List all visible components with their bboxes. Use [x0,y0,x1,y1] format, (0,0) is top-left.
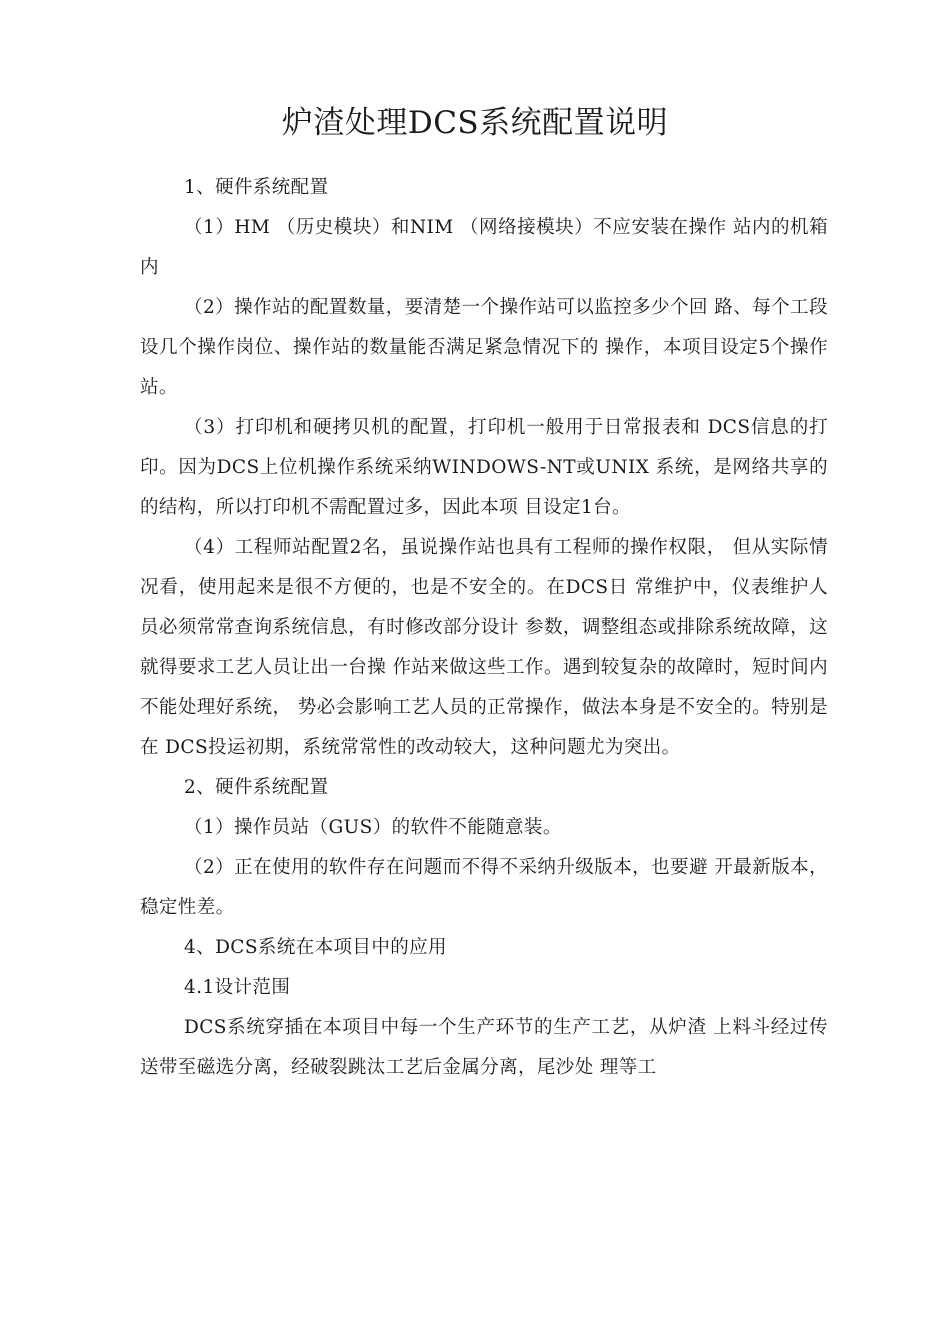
paragraph-gus-software: （1）操作员站（GUS）的软件不能随意装。 [184,817,562,838]
paragraph-operator-stations: （2）操作站的配置数量，要清楚一个操作站可以监控多少个回 路、每个工段设几个操作岗位、操作站的数量能否满足紧急情况下的 操作，本项目设定5个操作站。 [140,297,828,398]
document-title: 炉渣处理DCS系统配置说明 [281,105,669,141]
paragraph-engineer-stations: （4）工程师站配置2名，虽说操作站也具有工程师的操作权限， 但从实际情况看，使用起来是很不方便的，也是不安全的。在DCS日 常维护中，仪表维护人员必须常常查询系统信息，有时修改部分设计 参数，调整组态或排除系统故障，这就得要求工艺人员让出一台操 作站来做这些工作。遇到较复杂的故障时，短时间内不能处理好系统， 势必会影响工艺人员的正常操作，做法本身是不安全的。特别是在 DCS投运初期，系统常常性的改动较大，这种问题尤为突出。 [140,537,828,758]
section-heading-hardware: 1、硬件系统配置 [184,177,329,198]
section-heading-hardware-2: 2、硬件系统配置 [184,777,329,798]
paragraph-hm-nim: （1）HM （历史模块）和NIM （网络接模块）不应安装在操作 站内的机箱内 [140,217,828,278]
section-heading-application: 4、DCS系统在本项目中的应用 [184,937,447,958]
paragraph-software-upgrade: （2）正在使用的软件存在问题而不得不采纳升级版本，也要避 开最新版本，稳定性差。 [140,857,828,918]
document-body [140,168,828,1088]
subsection-heading-design-scope: 4.1设计范围 [184,977,291,998]
paragraph-printers: （3）打印机和硬拷贝机的配置，打印机一般用于日常报表和 DCS信息的打印。因为DCS上位机操作系统采纳WINDOWS-NT或UNIX 系统，是网络共享的的结构，所以打印机不需配置过多，因此本项 目设定1台。 [140,417,828,518]
paragraph-design-scope: DCS系统穿插在本项目中每一个生产环节的生产工艺，从炉渣 上料斗经过传送带至磁选分离，经破裂跳汰工艺后金属分离，尾沙处 理等工 [140,1017,828,1078]
